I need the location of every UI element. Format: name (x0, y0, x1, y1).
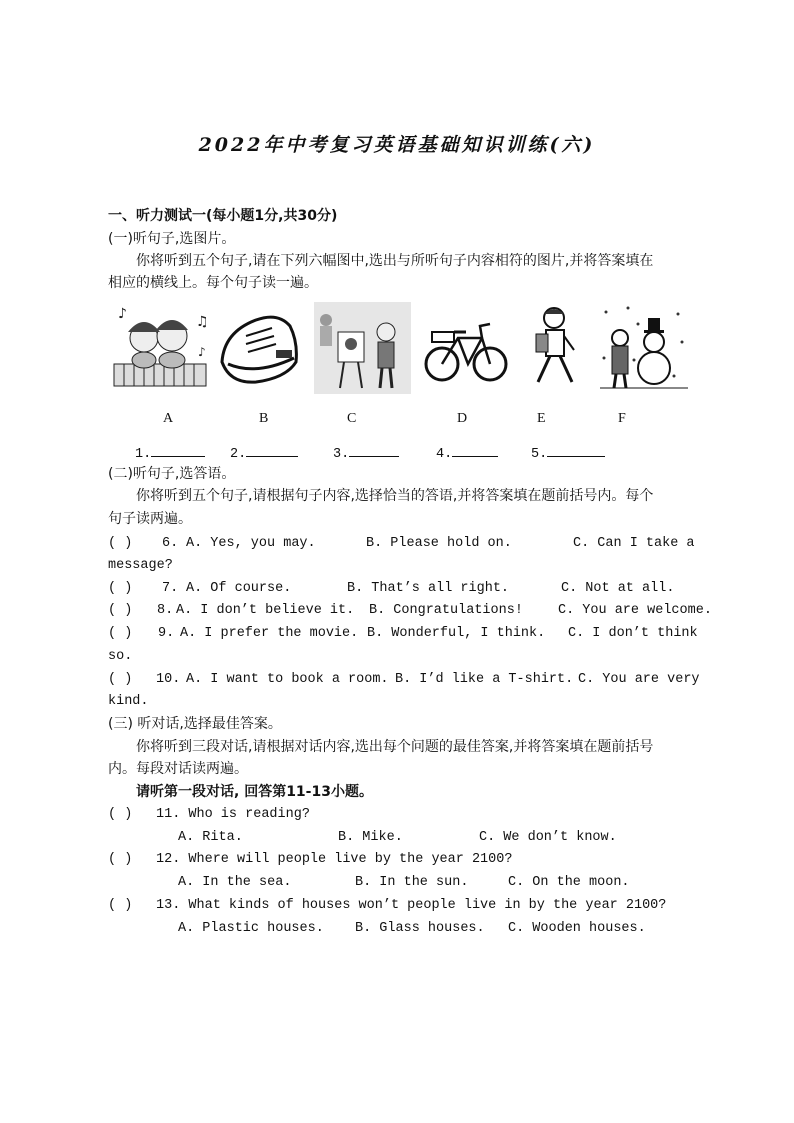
part3-instruction-line1: 你将听到三段对话,请根据对话内容,选出每个问题的最佳答案,并将答案填在题前括号 (136, 739, 654, 755)
question-number: 7. (162, 581, 179, 596)
bicycle-picture (424, 302, 510, 394)
blank-number: 2. (230, 447, 247, 462)
option-continuation: kind. (108, 694, 149, 709)
option-continuation: so. (108, 649, 133, 664)
question-number: 8. (157, 603, 174, 618)
children-singing-picture (112, 302, 212, 394)
answer-paren[interactable]: ( ) (108, 626, 133, 641)
option-a: A. Plastic houses. (178, 921, 324, 936)
option-a: A. I want to book a room. (186, 672, 389, 687)
picture-row (112, 302, 692, 394)
blank-number: 3. (333, 447, 350, 462)
picture-label: E (537, 411, 546, 426)
part3-instruction-line2: 内。每段对话读两遍。 (108, 761, 248, 777)
option-c: C. Wooden houses. (508, 921, 646, 936)
option-b: B. In the sun. (355, 875, 469, 890)
answer-paren[interactable]: ( ) (108, 581, 133, 596)
part3-title: (三) 听对话,选择最佳答案。 (108, 716, 282, 732)
part1-title: (一)听句子,选图片。 (108, 231, 236, 247)
option-a: A. I prefer the movie. (180, 626, 359, 641)
question-number: 9. (158, 626, 175, 641)
option-b: B. Mike. (338, 830, 403, 845)
option-b: B. Please hold on. (366, 536, 512, 551)
part1-instruction-line2: 相应的横线上。每个句子读一遍。 (108, 275, 318, 291)
option-c: C. We don’t know. (479, 830, 617, 845)
answer-blank-2[interactable] (230, 442, 298, 465)
answer-paren[interactable]: ( ) (108, 536, 133, 551)
answer-paren[interactable]: ( ) (108, 603, 133, 618)
option-c: C. On the moon. (508, 875, 630, 890)
option-a: A. I don’t believe it. (176, 603, 355, 618)
blank-number: 5. (531, 447, 548, 462)
answer-blank-4[interactable] (436, 442, 498, 465)
answer-blank-5[interactable] (531, 442, 605, 465)
answer-paren[interactable]: ( ) (108, 898, 133, 913)
snowman-picture (598, 302, 690, 394)
question-text: 13. What kinds of houses won’t people live in by the year 2100? (156, 898, 667, 913)
boy-walking-picture (518, 302, 586, 394)
picture-label: F (618, 411, 626, 426)
option-b: B. Wonderful, I think. (367, 626, 546, 641)
svg-text:♫: ♫ (196, 314, 209, 330)
part2-instruction-line1: 你将听到五个句子,请根据句子内容,选择恰当的答语,并将答案填在题前括号内。每个 (136, 488, 654, 504)
option-c: C. I don’t think (568, 626, 698, 641)
part2-instruction-line2: 句子读两遍。 (108, 511, 192, 527)
option-b: B. That’s all right. (347, 581, 510, 596)
question-text: 11. Who is reading? (156, 807, 310, 822)
svg-text:♪: ♪ (198, 345, 206, 359)
picture-label: D (457, 411, 468, 426)
svg-text:♪: ♪ (118, 306, 127, 322)
sneaker-picture (216, 302, 302, 394)
picture-label: A (163, 411, 174, 426)
blank-number: 1. (135, 447, 152, 462)
answer-paren[interactable]: ( ) (108, 672, 133, 687)
picture-label: C (347, 411, 357, 426)
blank-number: 4. (436, 447, 453, 462)
answer-blank-3[interactable] (333, 442, 399, 465)
boy-painting-picture (314, 302, 411, 394)
part1-instruction-line1: 你将听到五个句子,请在下列六幅图中,选出与所听句子内容相符的图片,并将答案填在 (136, 253, 654, 269)
question-number: 6. (162, 536, 179, 551)
option-b: B. Congratulations! (369, 603, 523, 618)
question-number: 10. (156, 672, 181, 687)
part2-title: (二)听句子,选答语。 (108, 466, 236, 482)
option-c: C. Can I take a (573, 536, 695, 551)
answer-paren[interactable]: ( ) (108, 852, 133, 867)
picture-label: B (259, 411, 269, 426)
option-b: B. I’d like a T-shirt. (395, 672, 574, 687)
section-heading: 一、听力测试一(每小题1分,共30分) (108, 208, 338, 224)
answer-blank-1[interactable] (135, 442, 205, 465)
option-a: A. Yes, you may. (186, 536, 316, 551)
option-c: C. You are very (578, 672, 700, 687)
question-text: 12. Where will people live by the year 2100? (156, 852, 513, 867)
answer-paren[interactable]: ( ) (108, 807, 133, 822)
option-c: C. You are welcome. (558, 603, 712, 618)
dialog1-instruction: 请听第一段对话, 回答第11-13小题。 (136, 784, 373, 800)
option-a: A. In the sea. (178, 875, 292, 890)
option-b: B. Glass houses. (355, 921, 485, 936)
option-a: A. Of course. (186, 581, 292, 596)
page-title: 2022年中考复习英语基础知识训练(六) (198, 134, 596, 156)
option-continuation: message? (108, 558, 173, 573)
option-a: A. Rita. (178, 830, 243, 845)
picture-labels (0, 411, 794, 431)
option-c: C. Not at all. (561, 581, 675, 596)
